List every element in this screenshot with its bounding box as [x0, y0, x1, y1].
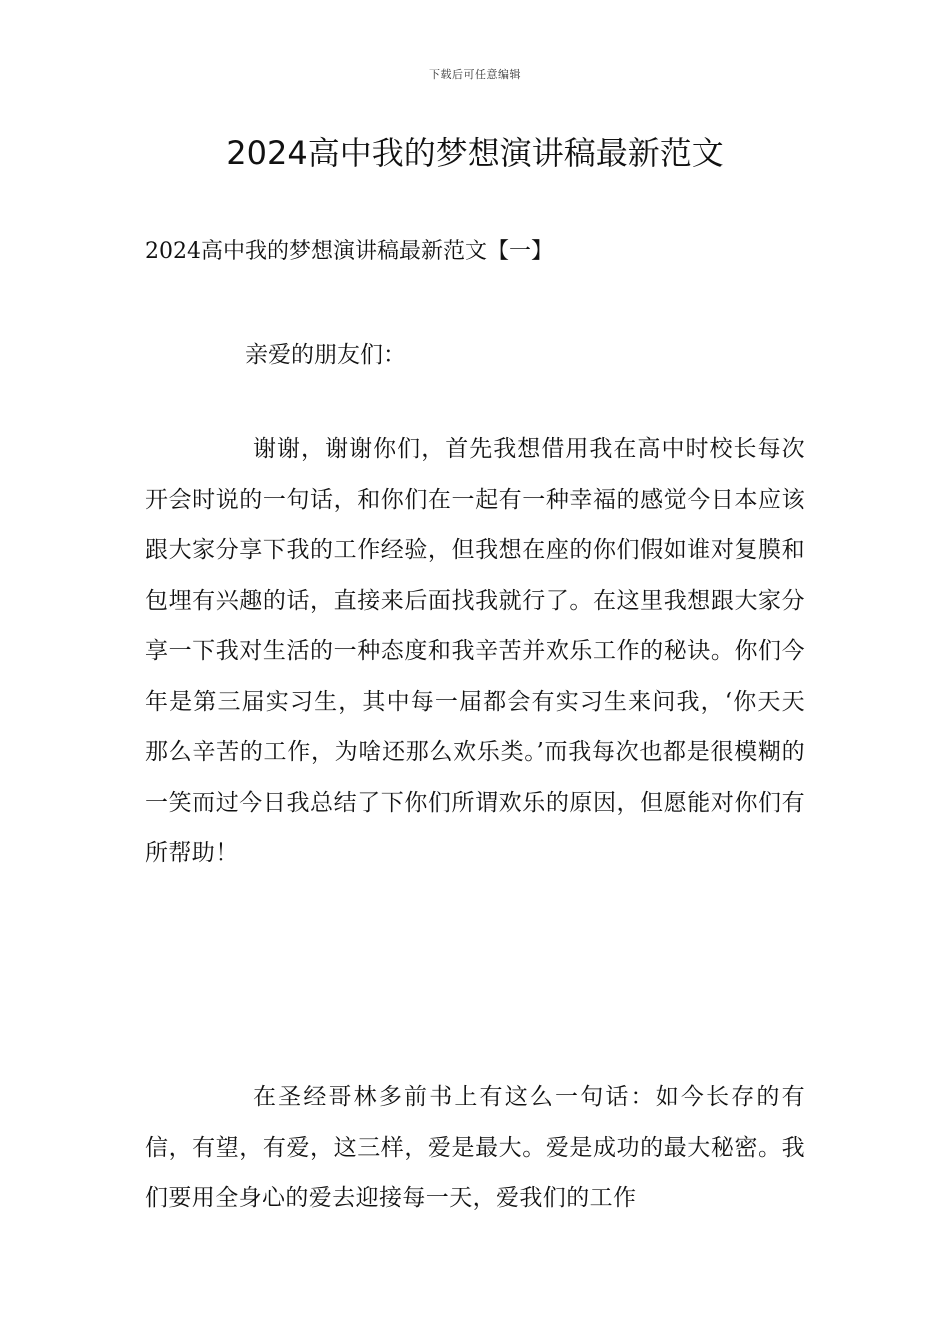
- greeting: 亲爱的朋友们：: [245, 342, 406, 368]
- body-paragraph: 在圣经哥林多前书上有这么一句话：如今长存的有信，有望，有爱，这三样，爱是最大。爱是成功的最大秘密。我们要用全身心的爱去迎接每一天，爱我们的工作: [145, 1084, 805, 1211]
- header-note: 下载后可任意编辑: [429, 68, 521, 81]
- section-heading: 2024高中我的梦想演讲稿最新范文【一】: [145, 239, 553, 264]
- body-paragraph: 谢谢，谢谢你们，首先我想借用我在高中时校长每次开会时说的一句话，和你们在一起有一种幸福的感觉今日本应该跟大家分享下我的工作经验，但我想在座的你们假如谁对复膜和包埋有兴趣的话，直接来后面找我就行了。在这里我想跟大家分享一下我对生活的一种态度和我辛苦并欢乐工作的秘诀。你们今年是第三届实习生，其中每一届都会有实习生来问我，‘你天天那么辛苦的工作，为啥还那么欢乐类。’而我每次也都是很模糊的一笑而过今日我总结了下你们所谓欢乐的原因，但愿能对你们有所帮助！: [145, 436, 805, 866]
- document-title: 2024高中我的梦想演讲稿最新范文: [226, 134, 724, 172]
